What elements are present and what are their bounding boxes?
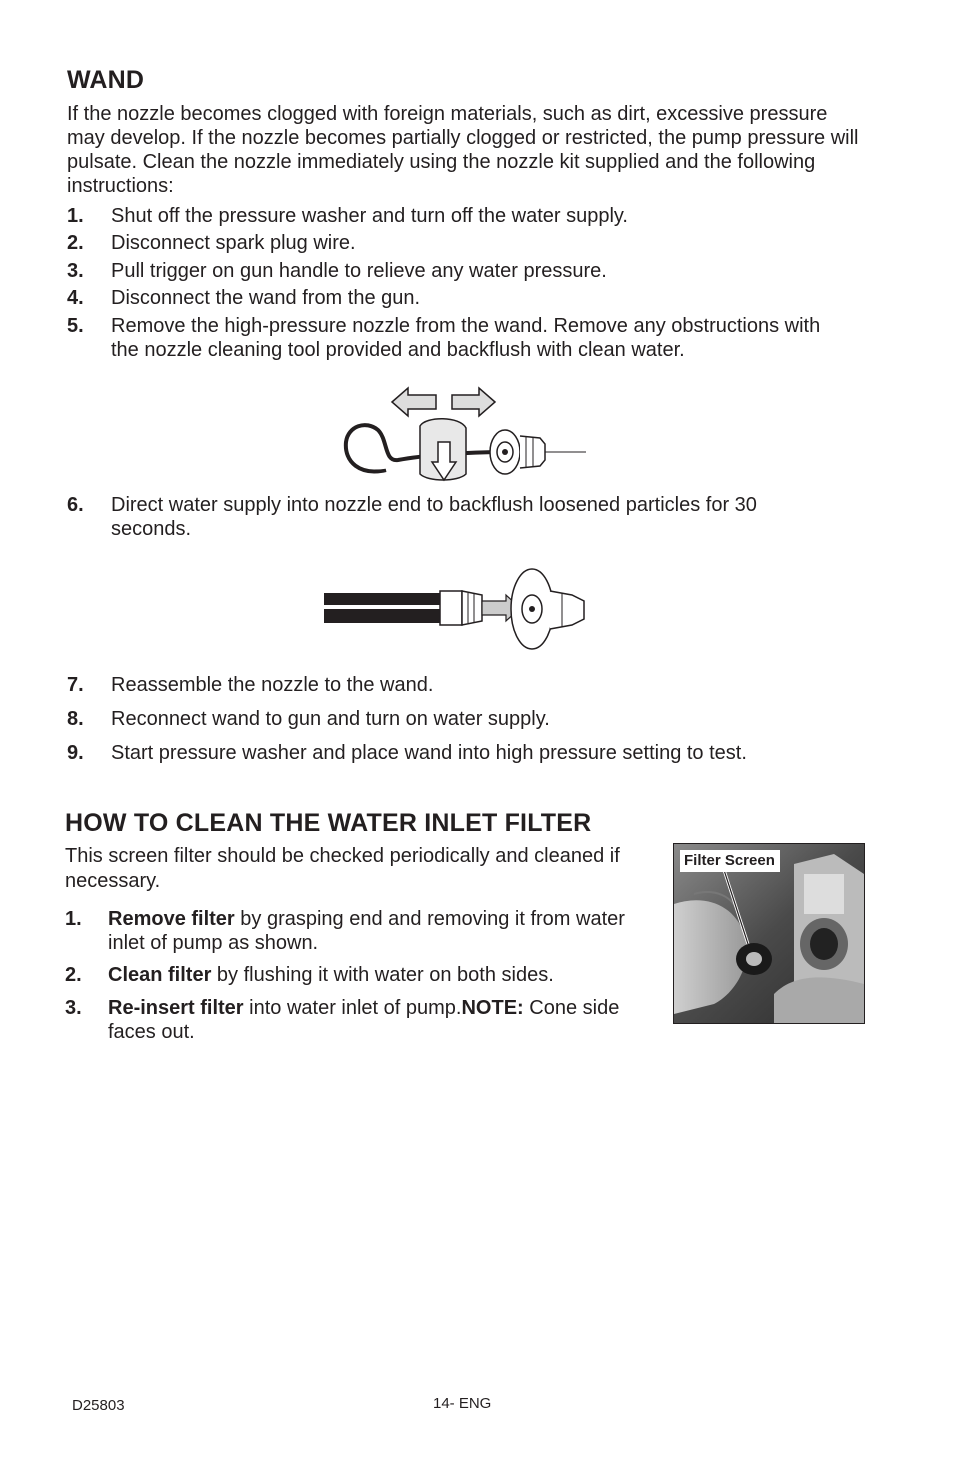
filter-step-2-bold: Clean filter <box>108 964 212 986</box>
wand-step-1: 1. Shut off the pressure washer and turn off the water supply. <box>67 205 628 227</box>
left-arrow-icon <box>392 388 436 416</box>
nozzle-icon <box>490 430 586 474</box>
filter-step-3: 3. Re-insert filter into water inlet of pump.NOTE: Cone side faces out. <box>65 997 620 1043</box>
document-number: D25803 <box>72 1397 125 1414</box>
hose-icon <box>324 591 482 625</box>
filter-step-1-bold: Remove filter <box>108 908 235 930</box>
rotation-arrow-icon <box>420 419 466 480</box>
filter-step-2: 2. Clean filter by flushing it with water on both sides. <box>65 964 554 986</box>
right-arrow-icon <box>452 388 495 416</box>
wand-step-6: 6. Direct water supply into nozzle end to backflush loosened particles for 30 seconds. <box>67 494 757 540</box>
filter-heading: HOW TO CLEAN THE WATER INLET FILTER <box>65 809 592 837</box>
page-number: 14- ENG <box>433 1395 492 1412</box>
wand-intro: If the nozzle becomes clogged with foreign materials, such as dirt, excessive pressure may develop. If the nozzle becomes partially clogged or restricted, the pump pressure will pulsate. Clean the nozzle immediately using the nozzle kit supplied and the following instructions: <box>67 103 859 197</box>
filter-step-1: 1. Remove filter by grasping end and removing it from water inlet of pump as shown. <box>65 908 625 954</box>
wand-heading: WAND <box>67 66 145 94</box>
wand-step-2: 2. Disconnect spark plug wire. <box>67 232 356 254</box>
wand-step-7: 7. Reassemble the nozzle to the wand. <box>67 674 434 696</box>
nozzle-cleaning-illustration <box>340 382 600 492</box>
filter-screen-label: Filter Screen <box>680 850 780 872</box>
backflush-illustration <box>322 565 592 657</box>
wand-step-5: 5. Remove the high-pressure nozzle from the wand. Remove any obstructions with the nozzle cleaning tool provided and backflush with clean water. <box>67 315 821 361</box>
filter-screen-photo <box>673 843 865 1024</box>
filter-step-3-bold: Re-insert filter <box>108 997 244 1019</box>
wand-step-9: 9. Start pressure washer and place wand into high pressure setting to test. <box>67 742 747 764</box>
filter-step-3-text: into water inlet of pump. <box>243 997 462 1019</box>
wand-step-8: 8. Reconnect wand to gun and turn on water supply. <box>67 708 550 730</box>
filter-step-1-text: by grasping end and removing it from water inlet of pump as shown. <box>108 908 625 954</box>
filter-step-3-note-label: NOTE: <box>461 997 524 1019</box>
filter-intro: This screen filter should be checked periodically and cleaned if necessary. <box>65 845 620 892</box>
wand-step-3: 3. Pull trigger on gun handle to relieve any water pressure. <box>67 260 607 282</box>
wand-step-4: 4. Disconnect the wand from the gun. <box>67 287 421 309</box>
filter-step-3-note-text: Cone side faces out. <box>108 997 620 1043</box>
nozzle-icon <box>511 569 584 649</box>
filter-step-2-text: by flushing it with water on both sides. <box>211 964 554 986</box>
